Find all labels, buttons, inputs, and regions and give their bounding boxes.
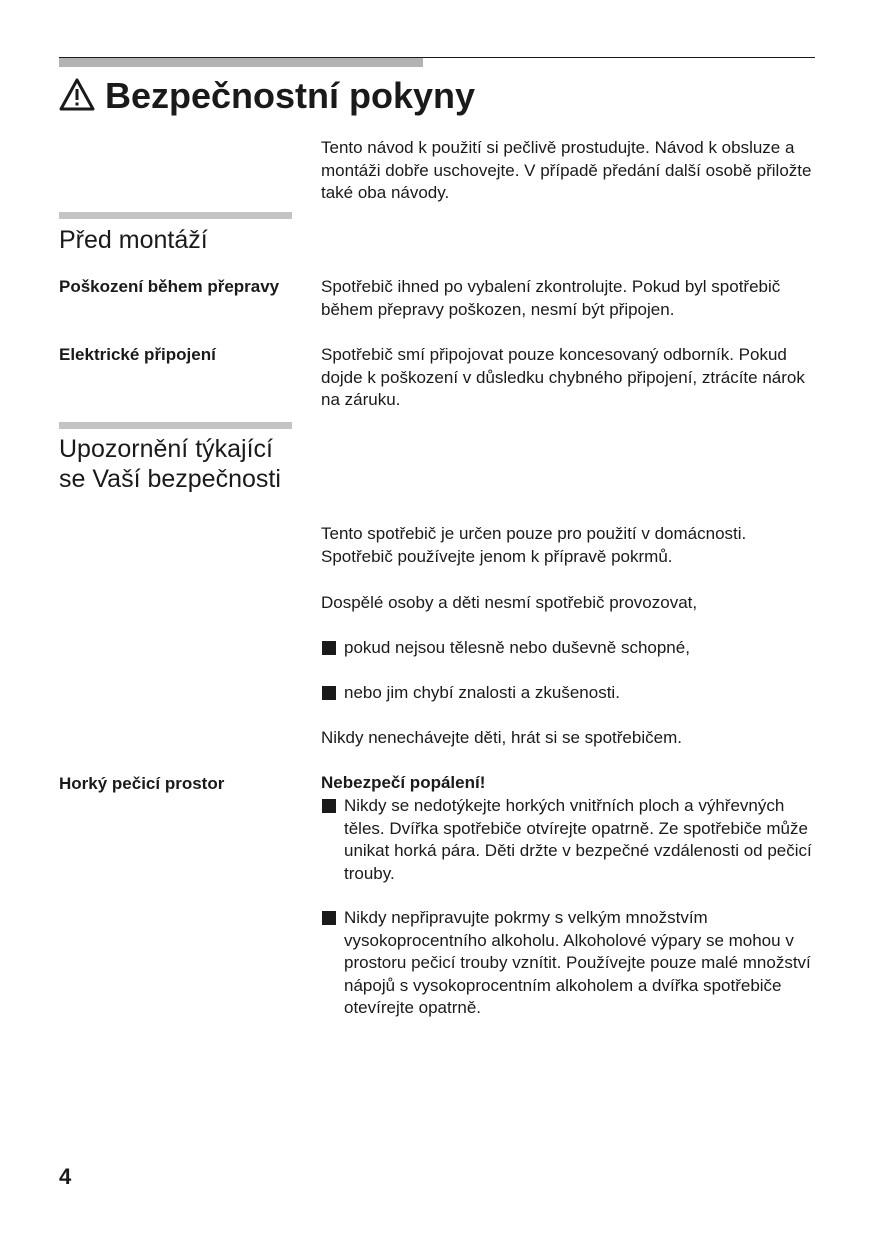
section-divider-before-install	[59, 212, 292, 219]
text-household-use: Tento spotřebič je určen pouze pro použití v domácnosti. Spotřebič používejte jenom k přípravě pokrmů.	[321, 524, 747, 566]
section-heading-before-install: Před montáží	[59, 226, 208, 254]
bullet-square-icon	[322, 641, 336, 655]
warning-burn: Nebezpečí popálení!	[321, 773, 486, 792]
bullet-square-icon	[322, 686, 336, 700]
text-transport-damage: Spotřebič ihned po vybalení zkontrolujte. Pokud byl spotřebič během přepravy poškozen, nesmí být připojen.	[321, 277, 781, 319]
bullet-square-icon	[322, 911, 336, 925]
intro-text: Tento návod k použití si pečlivě prostudujte. Návod k obsluze a montáži dobře uschovejte. V případě předání další osobě přiložte také oba návody.	[321, 138, 812, 202]
label-transport-damage: Poškození během přepravy	[59, 277, 280, 296]
section-divider-safety	[59, 422, 292, 429]
list-item-text: Nikdy se nedotýkejte horkých vnitřních ploch a výhřevných těles. Dvířka spotřebiče otvírejte opatrně. Ze spotřebiče může unikat horká pára. Děti držte v bezpečné vzdálenosti od pečicí trouby.	[344, 796, 812, 883]
list-item	[321, 907, 821, 1020]
text-electrical-connection: Spotřebič smí připojovat pouze koncesovaný odborník. Pokud dojde k poškození v důsledku chybného připojení, ztrácíte nárok na záruku.	[321, 345, 805, 409]
bullet-square-icon	[322, 799, 336, 813]
list-item-text: Nikdy nepřipravujte pokrmy s velkým množstvím vysokoprocentního alkoholu. Alkoholové výpary se mohou v prostoru pečicí trouby vznítit. Používejte pouze malé množství nápojů s vysokoprocentním alkoholem a dvířka spotřebiče otevírejte opatrně.	[344, 908, 811, 1017]
page-title-text: Bezpečnostní pokyny	[105, 75, 476, 116]
page-number: 4	[59, 1164, 72, 1189]
list-item-text: pokud nejsou tělesně nebo duševně schopné,	[344, 638, 690, 657]
text-children-play: Nikdy nenechávejte děti, hrát si se spotřebičem.	[321, 728, 682, 747]
section-heading-safety: Upozornění týkající se Vaší bezpečnosti	[59, 435, 281, 493]
text-adults-children: Dospělé osoby a děti nesmí spotřebič provozovat,	[321, 593, 698, 612]
list-item	[321, 795, 821, 885]
list-item	[321, 682, 821, 705]
list-item	[321, 637, 821, 660]
label-hot-oven: Horký pečicí prostor	[59, 774, 225, 793]
list-item-text: nebo jim chybí znalosti a zkušenosti.	[344, 683, 620, 702]
warning-triangle-icon	[59, 78, 95, 112]
top-accent-bar	[59, 58, 423, 67]
page-title	[59, 74, 475, 118]
label-electrical-connection: Elektrické připojení	[59, 345, 216, 364]
